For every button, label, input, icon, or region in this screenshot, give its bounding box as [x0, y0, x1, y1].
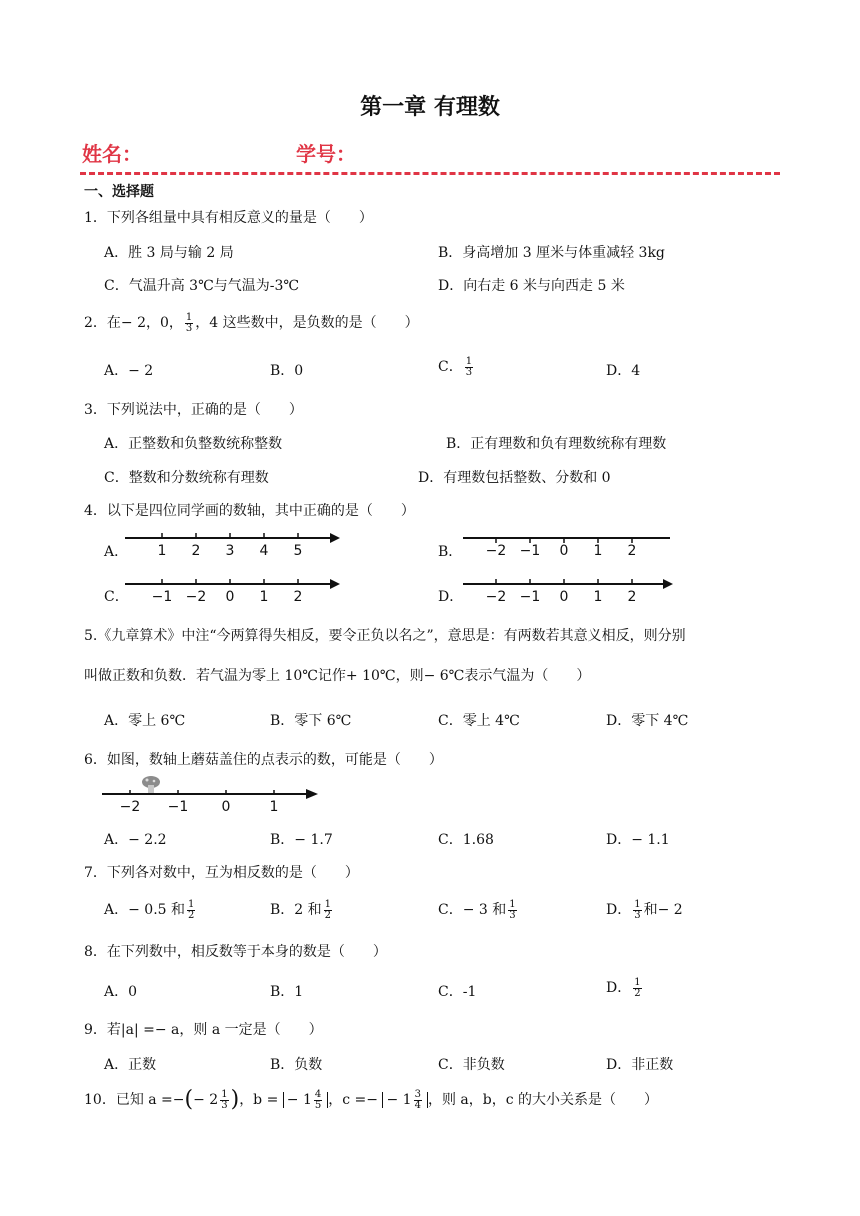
fraction-denominator: 5 [314, 1099, 322, 1111]
fraction-numerator: 1 [188, 898, 195, 910]
fraction-denominator: 2 [188, 909, 195, 921]
fraction-numerator: 1 [324, 898, 332, 910]
tick-label: −1 [519, 589, 541, 605]
fraction-denominator: 3 [185, 322, 193, 334]
fraction-denominator: 3 [634, 909, 641, 921]
tick-label: 0 [559, 543, 569, 559]
student-id-label: 学号： [296, 142, 356, 166]
question-6-stem: 6．如图，数轴上蘑菇盖住的点表示的数，可能是（ ） [84, 752, 443, 768]
tick-label: 0 [221, 799, 231, 815]
b-absolute-value [283, 1088, 328, 1111]
b-whole-part: − 1 [286, 1092, 312, 1108]
tick-label: −2 [119, 799, 141, 815]
tick-label: 1 [157, 543, 167, 559]
tick-label: −2 [185, 589, 207, 605]
fraction [508, 900, 516, 921]
q6-number-line [100, 772, 330, 816]
q6-option-a: A．− 2.2 [104, 832, 167, 848]
q2-stem-end: ，4 这些数中，是负数的是（ ） [195, 315, 419, 331]
fraction-denominator: 3 [221, 1099, 228, 1111]
question-8-stem: 8．在下列数中，相反数等于本身的数是（ ） [84, 944, 387, 960]
q1-option-b: B．身高增加 3 厘米与体重减轻 3kg [438, 245, 665, 261]
q9-option-a: A．正数 [104, 1057, 157, 1073]
q5-option-a: A．零上 6℃ [104, 713, 186, 729]
tick-label: 2 [191, 543, 201, 559]
tick-label: 2 [627, 543, 637, 559]
q4-number-line-a [120, 528, 350, 564]
tick-label: −2 [485, 589, 507, 605]
name-label: 姓名： [82, 142, 142, 166]
fraction-numerator: 1 [185, 311, 193, 323]
mushroom-icon [142, 776, 160, 793]
fraction [324, 900, 332, 921]
q2-option-c-fraction [465, 357, 473, 378]
q10-text-end: ，则 a，b，c 的大小关系是（ ） [427, 1092, 659, 1108]
q4-option-a-label: A． [104, 544, 129, 560]
q3-option-b: B．正有理数和负有理数统称有理数 [446, 436, 667, 452]
q2-stem-fraction [185, 313, 193, 334]
q4-option-c-label: C． [104, 589, 129, 605]
tick-label: 5 [293, 543, 303, 559]
q5-option-d: D．零下 4℃ [606, 713, 689, 729]
q7-option-d [606, 899, 683, 921]
tick-label: 1 [593, 589, 603, 605]
q9-option-d: D．非正数 [606, 1057, 674, 1073]
q6-option-b: B．− 1.7 [270, 832, 333, 848]
a-fraction [220, 1090, 228, 1111]
q6-option-d: D．− 1.1 [606, 832, 670, 848]
q8-option-a: A．0 [104, 984, 138, 1000]
arrow-head [663, 579, 673, 589]
option-text: B．2 和 [270, 902, 322, 918]
dashed-divider [80, 172, 780, 175]
q6-option-c: C．1.68 [438, 832, 494, 848]
q8-option-b: B．1 [270, 984, 304, 1000]
tick-label: −1 [167, 799, 189, 815]
tick-label: 0 [559, 589, 569, 605]
fraction-denominator: 3 [465, 366, 473, 378]
q9-option-b: B．负数 [270, 1057, 323, 1073]
tick-label: 2 [627, 589, 637, 605]
fraction-numerator: 4 [314, 1088, 322, 1100]
arrow-head [330, 533, 340, 543]
fraction-denominator: 2 [324, 909, 332, 921]
tick-label: 1 [593, 543, 603, 559]
c-absolute-value [382, 1088, 427, 1111]
option-letter: D． [606, 902, 632, 918]
option-letter: C． [438, 359, 463, 375]
option-text: A．− 0.5 和 [104, 902, 186, 918]
q7-option-c [438, 899, 519, 921]
question-5-stem-line1: 5.《九章算术》中注“今两算得失相反，要令正负以名之”，意思是：有两数若其意义相反，则分别 [84, 628, 686, 644]
q3-option-a: A．正整数和负整数统称整数 [104, 436, 283, 452]
q10-b-label: ，b = [239, 1092, 279, 1108]
q2-stem-start: 2．在− 2，0， [84, 315, 183, 331]
fraction-denominator: 4 [414, 1099, 421, 1111]
q4-number-line-c [120, 574, 350, 610]
option-letter: D． [606, 980, 632, 996]
q7-option-a [104, 899, 197, 921]
q3-option-d: D．有理数包括整数、分数和 0 [418, 470, 611, 486]
q9-option-c: C．非负数 [438, 1057, 505, 1073]
q1-option-a: A．胜 3 局与输 2 局 [104, 245, 234, 261]
q4-number-line-d [458, 574, 688, 610]
q5-option-c: C．零上 4℃ [438, 713, 520, 729]
tick-label: 0 [225, 589, 235, 605]
question-10-stem [84, 1089, 658, 1111]
q5-option-b: B．零下 6℃ [270, 713, 352, 729]
section-heading: 一、选择题 [84, 184, 154, 200]
question-1-stem: 1．下列各组量中具有相反意义的量是（ ） [84, 210, 373, 226]
fraction-numerator: 1 [465, 355, 473, 367]
option-text: C．− 3 和 [438, 902, 507, 918]
q4-option-d-label: D． [438, 589, 464, 605]
fraction-numerator: 1 [509, 898, 516, 910]
q2-option-d: D．4 [606, 363, 641, 379]
tick-label: 3 [225, 543, 235, 559]
tick-label: 2 [293, 589, 303, 605]
page-title: 第一章 有理数 [360, 94, 500, 120]
fraction-denominator: 2 [634, 987, 641, 999]
q1-option-d: D．向右走 6 米与向西走 5 米 [438, 278, 625, 294]
tick-label: −1 [519, 543, 541, 559]
q2-option-a: A．− 2 [104, 363, 154, 379]
arrow-head [330, 579, 340, 589]
question-7-stem: 7．下列各对数中，互为相反数的是（ ） [84, 865, 359, 881]
fraction [633, 900, 641, 921]
b-fraction [314, 1090, 322, 1111]
tick-label: −2 [485, 543, 507, 559]
q8-option-d [606, 977, 644, 999]
fraction-numerator: 1 [634, 898, 641, 910]
q4-number-line-b [458, 528, 688, 564]
q10-text-start: 10．已知 a =− [84, 1092, 185, 1108]
fraction-numerator: 1 [221, 1088, 228, 1100]
tick-label: −1 [151, 589, 173, 605]
fraction-denominator: 3 [509, 909, 516, 921]
question-5-stem-line2: 叫做正数和负数．若气温为零上 10℃记作+ 10℃，则− 6℃表示气温为（ ） [84, 668, 591, 684]
tick-label: 1 [259, 589, 269, 605]
fraction-numerator: 3 [414, 1088, 421, 1100]
option-text: 和− 2 [643, 902, 683, 918]
a-whole-part: − 2 [193, 1092, 219, 1108]
fraction [633, 978, 641, 999]
question-4-stem: 4．以下是四位同学画的数轴，其中正确的是（ ） [84, 503, 415, 519]
question-9-stem: 9．若|a| =− a，则 a 一定是（ ） [84, 1022, 323, 1038]
q2-option-c [438, 356, 475, 378]
q10-c-label: ，c =− [328, 1092, 379, 1108]
arrow-head [306, 789, 318, 799]
fraction-numerator: 1 [634, 976, 641, 988]
right-paren: ) [230, 1087, 240, 1112]
fraction [187, 900, 195, 921]
q7-option-b [270, 899, 334, 921]
left-paren: ( [184, 1087, 194, 1112]
q4-option-b-label: B． [438, 544, 463, 560]
q3-option-c: C．整数和分数统称有理数 [104, 470, 269, 486]
q8-option-c: C．-1 [438, 984, 477, 1000]
tick-label: 1 [269, 799, 279, 815]
c-whole-part: − 1 [386, 1092, 412, 1108]
c-fraction [414, 1090, 422, 1111]
q1-option-c: C．气温升高 3℃与气温为-3℃ [104, 278, 300, 294]
tick-label: 4 [259, 543, 269, 559]
q2-option-b: B．0 [270, 363, 304, 379]
question-3-stem: 3．下列说法中，正确的是（ ） [84, 402, 303, 418]
question-2-stem [84, 312, 419, 334]
